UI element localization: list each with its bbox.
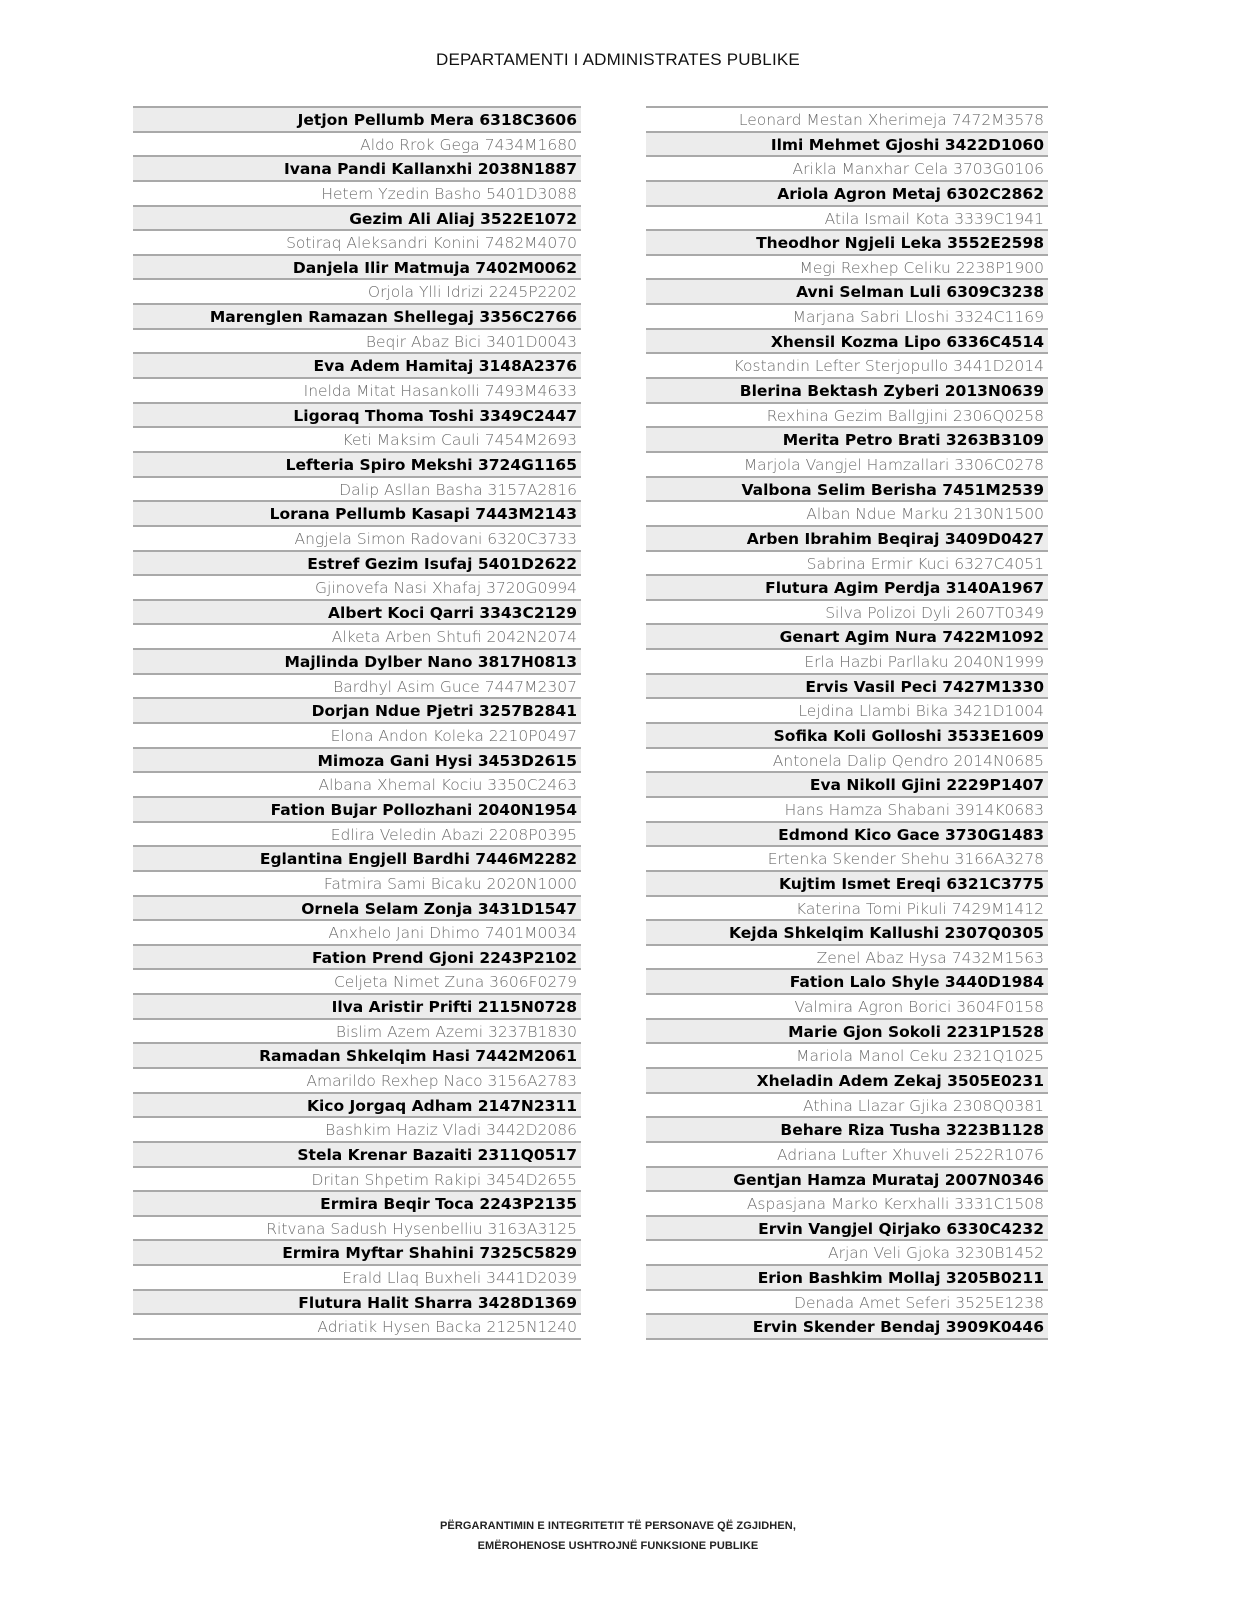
page-footer	[0, 1516, 1236, 1556]
list-item: Marenglen Ramazan Shellegaj 3356C2766	[133, 305, 581, 330]
page-title: DEPARTAMENTI I ADMINISTRATES PUBLIKE	[436, 50, 800, 69]
list-item: Leonard Mestan Xherimeja 7472M3578	[646, 108, 1048, 133]
list-item: Ramadan Shkelqim Hasi 7442M2061	[133, 1044, 581, 1069]
list-item: Aspasjana Marko Kerxhalli 3331C1508	[646, 1192, 1048, 1217]
list-item: Aldo Rrok Gega 7434M1680	[133, 133, 581, 158]
list-item: Valbona Selim Berisha 7451M2539	[646, 478, 1048, 503]
left-name-list	[133, 106, 581, 1340]
list-item: Gentjan Hamza Murataj 2007N0346	[646, 1168, 1048, 1193]
list-item: Flutura Halit Sharra 3428D1369	[133, 1291, 581, 1316]
list-item: Lefteria Spiro Mekshi 3724G1165	[133, 453, 581, 478]
list-item: Stela Krenar Bazaiti 2311Q0517	[133, 1143, 581, 1168]
list-item: Anxhelo Jani Dhimo 7401M0034	[133, 921, 581, 946]
list-item: Danjela Ilir Matmuja 7402M0062	[133, 256, 581, 281]
list-item: Bislim Azem Azemi 3237B1830	[133, 1020, 581, 1045]
list-item: Bashkim Haziz Vladi 3442D2086	[133, 1118, 581, 1143]
list-item: Xhensil Kozma Lipo 6336C4514	[646, 330, 1048, 355]
list-item: Ilmi Mehmet Gjoshi 3422D1060	[646, 133, 1048, 158]
list-item: Orjola Ylli Idrizi 2245P2202	[133, 280, 581, 305]
list-item: Fation Bujar Pollozhani 2040N1954	[133, 798, 581, 823]
list-item: Ervin Skender Bendaj 3909K0446	[646, 1315, 1048, 1340]
list-item: Silva Polizoi Dyli 2607T0349	[646, 601, 1048, 626]
list-item: Theodhor Ngjeli Leka 3552E2598	[646, 231, 1048, 256]
list-item: Mariola Manol Ceku 2321Q1025	[646, 1044, 1048, 1069]
list-item: Ligoraq Thoma Toshi 3349C2447	[133, 404, 581, 429]
list-item: Bardhyl Asim Guce 7447M2307	[133, 675, 581, 700]
list-item: Katerina Tomi Pikuli 7429M1412	[646, 897, 1048, 922]
list-item: Marie Gjon Sokoli 2231P1528	[646, 1020, 1048, 1045]
list-item: Lejdina Llambi Bika 3421D1004	[646, 699, 1048, 724]
list-item: Mimoza Gani Hysi 3453D2615	[133, 749, 581, 774]
list-item: Fation Prend Gjoni 2243P2102	[133, 946, 581, 971]
list-item: Genart Agim Nura 7422M1092	[646, 625, 1048, 650]
list-item: Edlira Veledin Abazi 2208P0395	[133, 823, 581, 848]
list-item: Ornela Selam Zonja 3431D1547	[133, 897, 581, 922]
list-item: Zenel Abaz Hysa 7432M1563	[646, 946, 1048, 971]
list-item: Ervis Vasil Peci 7427M1330	[646, 675, 1048, 700]
list-item: Antonela Dalip Qendro 2014N0685	[646, 749, 1048, 774]
list-item: Eva Nikoll Gjini 2229P1407	[646, 773, 1048, 798]
list-item: Elona Andon Koleka 2210P0497	[133, 724, 581, 749]
list-item: Ermira Myftar Shahini 7325C5829	[133, 1241, 581, 1266]
list-item: Ermira Beqir Toca 2243P2135	[133, 1192, 581, 1217]
list-item: Dorjan Ndue Pjetri 3257B2841	[133, 699, 581, 724]
list-item: Atila Ismail Kota 3339C1941	[646, 207, 1048, 232]
list-item: Marjola Vangjel Hamzallari 3306C0278	[646, 453, 1048, 478]
list-item: Kejda Shkelqim Kallushi 2307Q0305	[646, 921, 1048, 946]
list-item: Hetem Yzedin Basho 5401D3088	[133, 182, 581, 207]
list-item: Albert Koci Qarri 3343C2129	[133, 601, 581, 626]
list-item: Angjela Simon Radovani 6320C3733	[133, 527, 581, 552]
list-item: Kujtim Ismet Ereqi 6321C3775	[646, 872, 1048, 897]
list-item: Celjeta Nimet Zuna 3606F0279	[133, 970, 581, 995]
list-item: Eglantina Engjell Bardhi 7446M2282	[133, 847, 581, 872]
footer-line-1: PËRGARANTIMIN E INTEGRITETIT TË PERSONAVE QË ZGJIDHEN,	[439, 1520, 796, 1532]
right-name-list	[646, 106, 1048, 1340]
list-item: Flutura Agim Perdja 3140A1967	[646, 576, 1048, 601]
footer-line-2: EMËROHENOSE USHTROJNË FUNKSIONE PUBLIKE	[477, 1540, 759, 1552]
list-item: Alketa Arben Shtufi 2042N2074	[133, 625, 581, 650]
list-item: Marjana Sabri Lloshi 3324C1169	[646, 305, 1048, 330]
list-item: Erla Hazbi Parllaku 2040N1999	[646, 650, 1048, 675]
list-item: Blerina Bektash Zyberi 2013N0639	[646, 379, 1048, 404]
list-item: Arben Ibrahim Beqiraj 3409D0427	[646, 527, 1048, 552]
list-item: Denada Amet Seferi 3525E1238	[646, 1291, 1048, 1316]
list-item: Sofika Koli Golloshi 3533E1609	[646, 724, 1048, 749]
list-item: Jetjon Pellumb Mera 6318C3606	[133, 108, 581, 133]
list-item: Fatmira Sami Bicaku 2020N1000	[133, 872, 581, 897]
list-item: Adriana Lufter Xhuveli 2522R1076	[646, 1143, 1048, 1168]
list-item: Alban Ndue Marku 2130N1500	[646, 502, 1048, 527]
list-item: Kostandin Lefter Sterjopullo 3441D2014	[646, 354, 1048, 379]
list-item: Eva Adem Hamitaj 3148A2376	[133, 354, 581, 379]
list-item: Hans Hamza Shabani 3914K0683	[646, 798, 1048, 823]
list-item: Albana Xhemal Kociu 3350C2463	[133, 773, 581, 798]
list-item: Avni Selman Luli 6309C3238	[646, 280, 1048, 305]
list-item: Kico Jorgaq Adham 2147N2311	[133, 1094, 581, 1119]
list-item: Adriatik Hysen Backa 2125N1240	[133, 1315, 581, 1340]
list-item: Merita Petro Brati 3263B3109	[646, 428, 1048, 453]
list-item: Arikla Manxhar Cela 3703G0106	[646, 157, 1048, 182]
list-item: Sabrina Ermir Kuci 6327C4051	[646, 552, 1048, 577]
list-item: Ivana Pandi Kallanxhi 2038N1887	[133, 157, 581, 182]
list-item: Athina Llazar Gjika 2308Q0381	[646, 1094, 1048, 1119]
list-item: Dritan Shpetim Rakipi 3454D2655	[133, 1168, 581, 1193]
list-item: Lorana Pellumb Kasapi 7443M2143	[133, 502, 581, 527]
list-item: Ertenka Skender Shehu 3166A3278	[646, 847, 1048, 872]
list-item: Majlinda Dylber Nano 3817H0813	[133, 650, 581, 675]
list-item: Xheladin Adem Zekaj 3505E0231	[646, 1069, 1048, 1094]
list-item: Dalip Asllan Basha 3157A2816	[133, 478, 581, 503]
list-item: Gezim Ali Aliaj 3522E1072	[133, 207, 581, 232]
list-item: Ariola Agron Metaj 6302C2862	[646, 182, 1048, 207]
list-item: Sotiraq Aleksandri Konini 7482M4070	[133, 231, 581, 256]
list-item: Erion Bashkim Mollaj 3205B0211	[646, 1266, 1048, 1291]
list-item: Arjan Veli Gjoka 3230B1452	[646, 1241, 1048, 1266]
list-item: Megi Rexhep Celiku 2238P1900	[646, 256, 1048, 281]
list-item: Gjinovefa Nasi Xhafaj 3720G0994	[133, 576, 581, 601]
list-item: Rexhina Gezim Ballgjini 2306Q0258	[646, 404, 1048, 429]
list-item: Beqir Abaz Bici 3401D0043	[133, 330, 581, 355]
list-item: Erald Llaq Buxheli 3441D2039	[133, 1266, 581, 1291]
list-item: Estref Gezim Isufaj 5401D2622	[133, 552, 581, 577]
list-item: Behare Riza Tusha 3223B1128	[646, 1118, 1048, 1143]
list-item: Ritvana Sadush Hysenbelliu 3163A3125	[133, 1217, 581, 1242]
list-item: Edmond Kico Gace 3730G1483	[646, 823, 1048, 848]
list-item: Ilva Aristir Prifti 2115N0728	[133, 995, 581, 1020]
list-item: Amarildo Rexhep Naco 3156A2783	[133, 1069, 581, 1094]
list-item: Fation Lalo Shyle 3440D1984	[646, 970, 1048, 995]
list-item: Keti Maksim Cauli 7454M2693	[133, 428, 581, 453]
list-item: Valmira Agron Borici 3604F0158	[646, 995, 1048, 1020]
list-item: Ervin Vangjel Qirjako 6330C4232	[646, 1217, 1048, 1242]
list-item: Inelda Mitat Hasankolli 7493M4633	[133, 379, 581, 404]
